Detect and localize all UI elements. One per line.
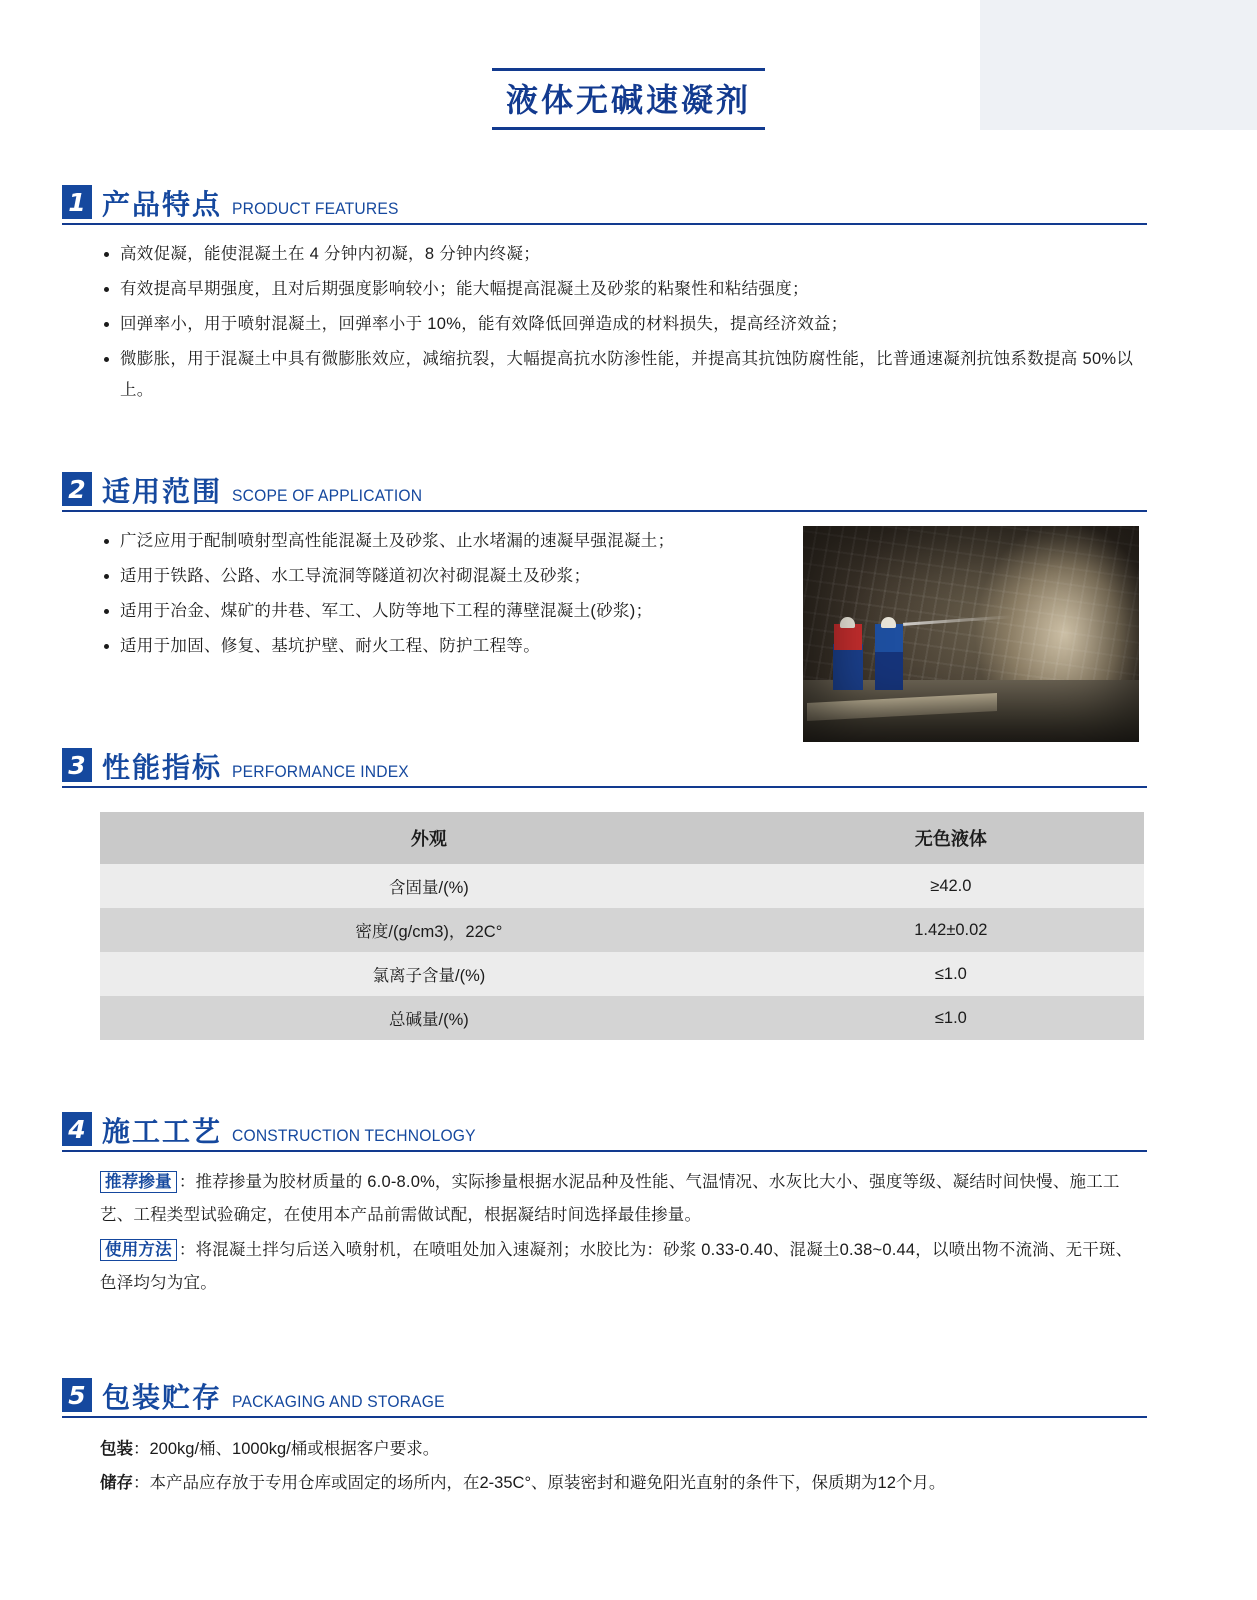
section-header (62, 185, 1147, 225)
table-cell-key: 含固量/(%) (100, 864, 758, 908)
section-number-badge: 1 (62, 185, 92, 219)
table-header-row (100, 812, 1144, 864)
section-header (62, 748, 1147, 788)
section-number-badge: 3 (62, 748, 92, 782)
list-item: 微膨胀，用于混凝土中具有微膨胀效应，减缩抗裂，大幅提高抗水防渗性能，并提高其抗蚀防腐性能，比普通速凝剂抗蚀系数提高 50%以上。 (104, 344, 1147, 406)
section-header (62, 472, 1147, 512)
section-header (62, 1378, 1147, 1418)
section-title-cn: 包装贮存 (102, 1381, 223, 1414)
scope-body (62, 512, 1147, 742)
recommended-dosage-tag: 推荐掺量 (100, 1171, 177, 1193)
usage-method-text: ：将混凝土拌匀后送入喷射机，在喷咀处加入速凝剂；水胶比为：砂浆 0.33-0.40、混凝土0.38~0.44，以喷出物不流淌、无干斑、色泽均匀为宜。 (100, 1241, 1133, 1292)
section-number-badge: 4 (62, 1112, 92, 1146)
table-cell-value: 1.42±0.02 (758, 908, 1144, 952)
table-row (100, 952, 1144, 996)
table-row (100, 996, 1144, 1040)
list-item: 适用于加固、修复、基坑护壁、耐火工程、防护工程等。 (104, 631, 803, 662)
table-row (100, 908, 1144, 952)
list-item: 广泛应用于配制喷射型高性能混凝土及砂浆、止水堵漏的速凝早强混凝土； (104, 526, 803, 557)
section-header (62, 1112, 1147, 1152)
performance-table (100, 812, 1144, 1040)
packaging-text: ：200kg/桶、1000kg/桶或根据客户要求。 (133, 1440, 440, 1458)
recommended-dosage-text: ：推荐掺量为胶材质量的 6.0-8.0%，实际掺量根据水泥品种及性能、气温情况、水灰比大小、强度等级、凝结时间快慢、施工工艺、工程类型试验确定，在使用本产品前需做试配，根据凝结时间选择最佳掺量。 (100, 1173, 1120, 1224)
section-performance-index (62, 748, 1147, 1040)
table-header-value: 无色液体 (758, 812, 1144, 864)
list-item: 高效促凝，能使混凝土在 4 分钟内初凝，8 分钟内终凝； (104, 239, 1147, 270)
packaging-line (62, 1432, 1147, 1466)
section-title-en: PERFORMANCE INDEX (232, 762, 409, 781)
page-title-wrap (0, 68, 1257, 130)
section-number-badge: 5 (62, 1378, 92, 1412)
section-title-en: SCOPE OF APPLICATION (232, 486, 423, 505)
table-cell-key: 密度/(g/cm3)，22C° (100, 908, 758, 952)
scope-list (62, 526, 803, 662)
table-cell-key: 氯离子含量/(%) (100, 952, 758, 996)
section-product-features (62, 185, 1147, 410)
list-item: 回弹率小，用于喷射混凝土，回弹率小于 10%，能有效降低回弹造成的材料损失，提高经济效益； (104, 309, 1147, 340)
table-cell-key: 总碱量/(%) (100, 996, 758, 1040)
scope-text-column (62, 512, 803, 666)
tunnel-construction-photo (803, 526, 1139, 742)
section-construction-technology (62, 1112, 1147, 1300)
section-title-cn: 性能指标 (102, 751, 223, 784)
section-title-cn: 产品特点 (102, 188, 223, 221)
product-features-list (62, 239, 1147, 406)
table-cell-value: ≤1.0 (758, 996, 1144, 1040)
photo-vignette (803, 526, 1139, 742)
section-scope-of-application (62, 472, 1147, 742)
page-title: 液体无碱速凝剂 (492, 68, 765, 130)
table-row (100, 864, 1144, 908)
usage-method-tag: 使用方法 (100, 1239, 177, 1261)
table-cell-value: ≤1.0 (758, 952, 1144, 996)
section-title-en: CONSTRUCTION TECHNOLOGY (232, 1126, 476, 1145)
table-cell-value: ≥42.0 (758, 864, 1144, 908)
table-header-key: 外观 (100, 812, 758, 864)
list-item: 有效提高早期强度，且对后期强度影响较小；能大幅提高混凝土及砂浆的粘聚性和粘结强度； (104, 274, 1147, 305)
recommended-dosage-paragraph (62, 1166, 1147, 1232)
section-title-en: PRODUCT FEATURES (232, 199, 399, 218)
list-item: 适用于冶金、煤矿的井巷、军工、人防等地下工程的薄壁混凝土(砂浆)； (104, 596, 803, 627)
section-number-badge: 2 (62, 472, 92, 506)
section-title-en: PACKAGING AND STORAGE (232, 1392, 445, 1411)
section-title-cn: 施工工艺 (102, 1115, 223, 1148)
list-item: 适用于铁路、公路、水工导流洞等隧道初次衬砌混凝土及砂浆； (104, 561, 803, 592)
section-title-cn: 适用范围 (102, 475, 223, 508)
usage-method-paragraph (62, 1234, 1147, 1300)
section-packaging-and-storage (62, 1378, 1147, 1500)
storage-label: 储存 (100, 1474, 133, 1492)
storage-text: ：本产品应存放于专用仓库或固定的场所内，在2-35C°、原装密封和避免阳光直射的条件下，保质期为12个月。 (133, 1474, 946, 1492)
packaging-label: 包装 (100, 1440, 133, 1458)
storage-line (62, 1466, 1147, 1500)
